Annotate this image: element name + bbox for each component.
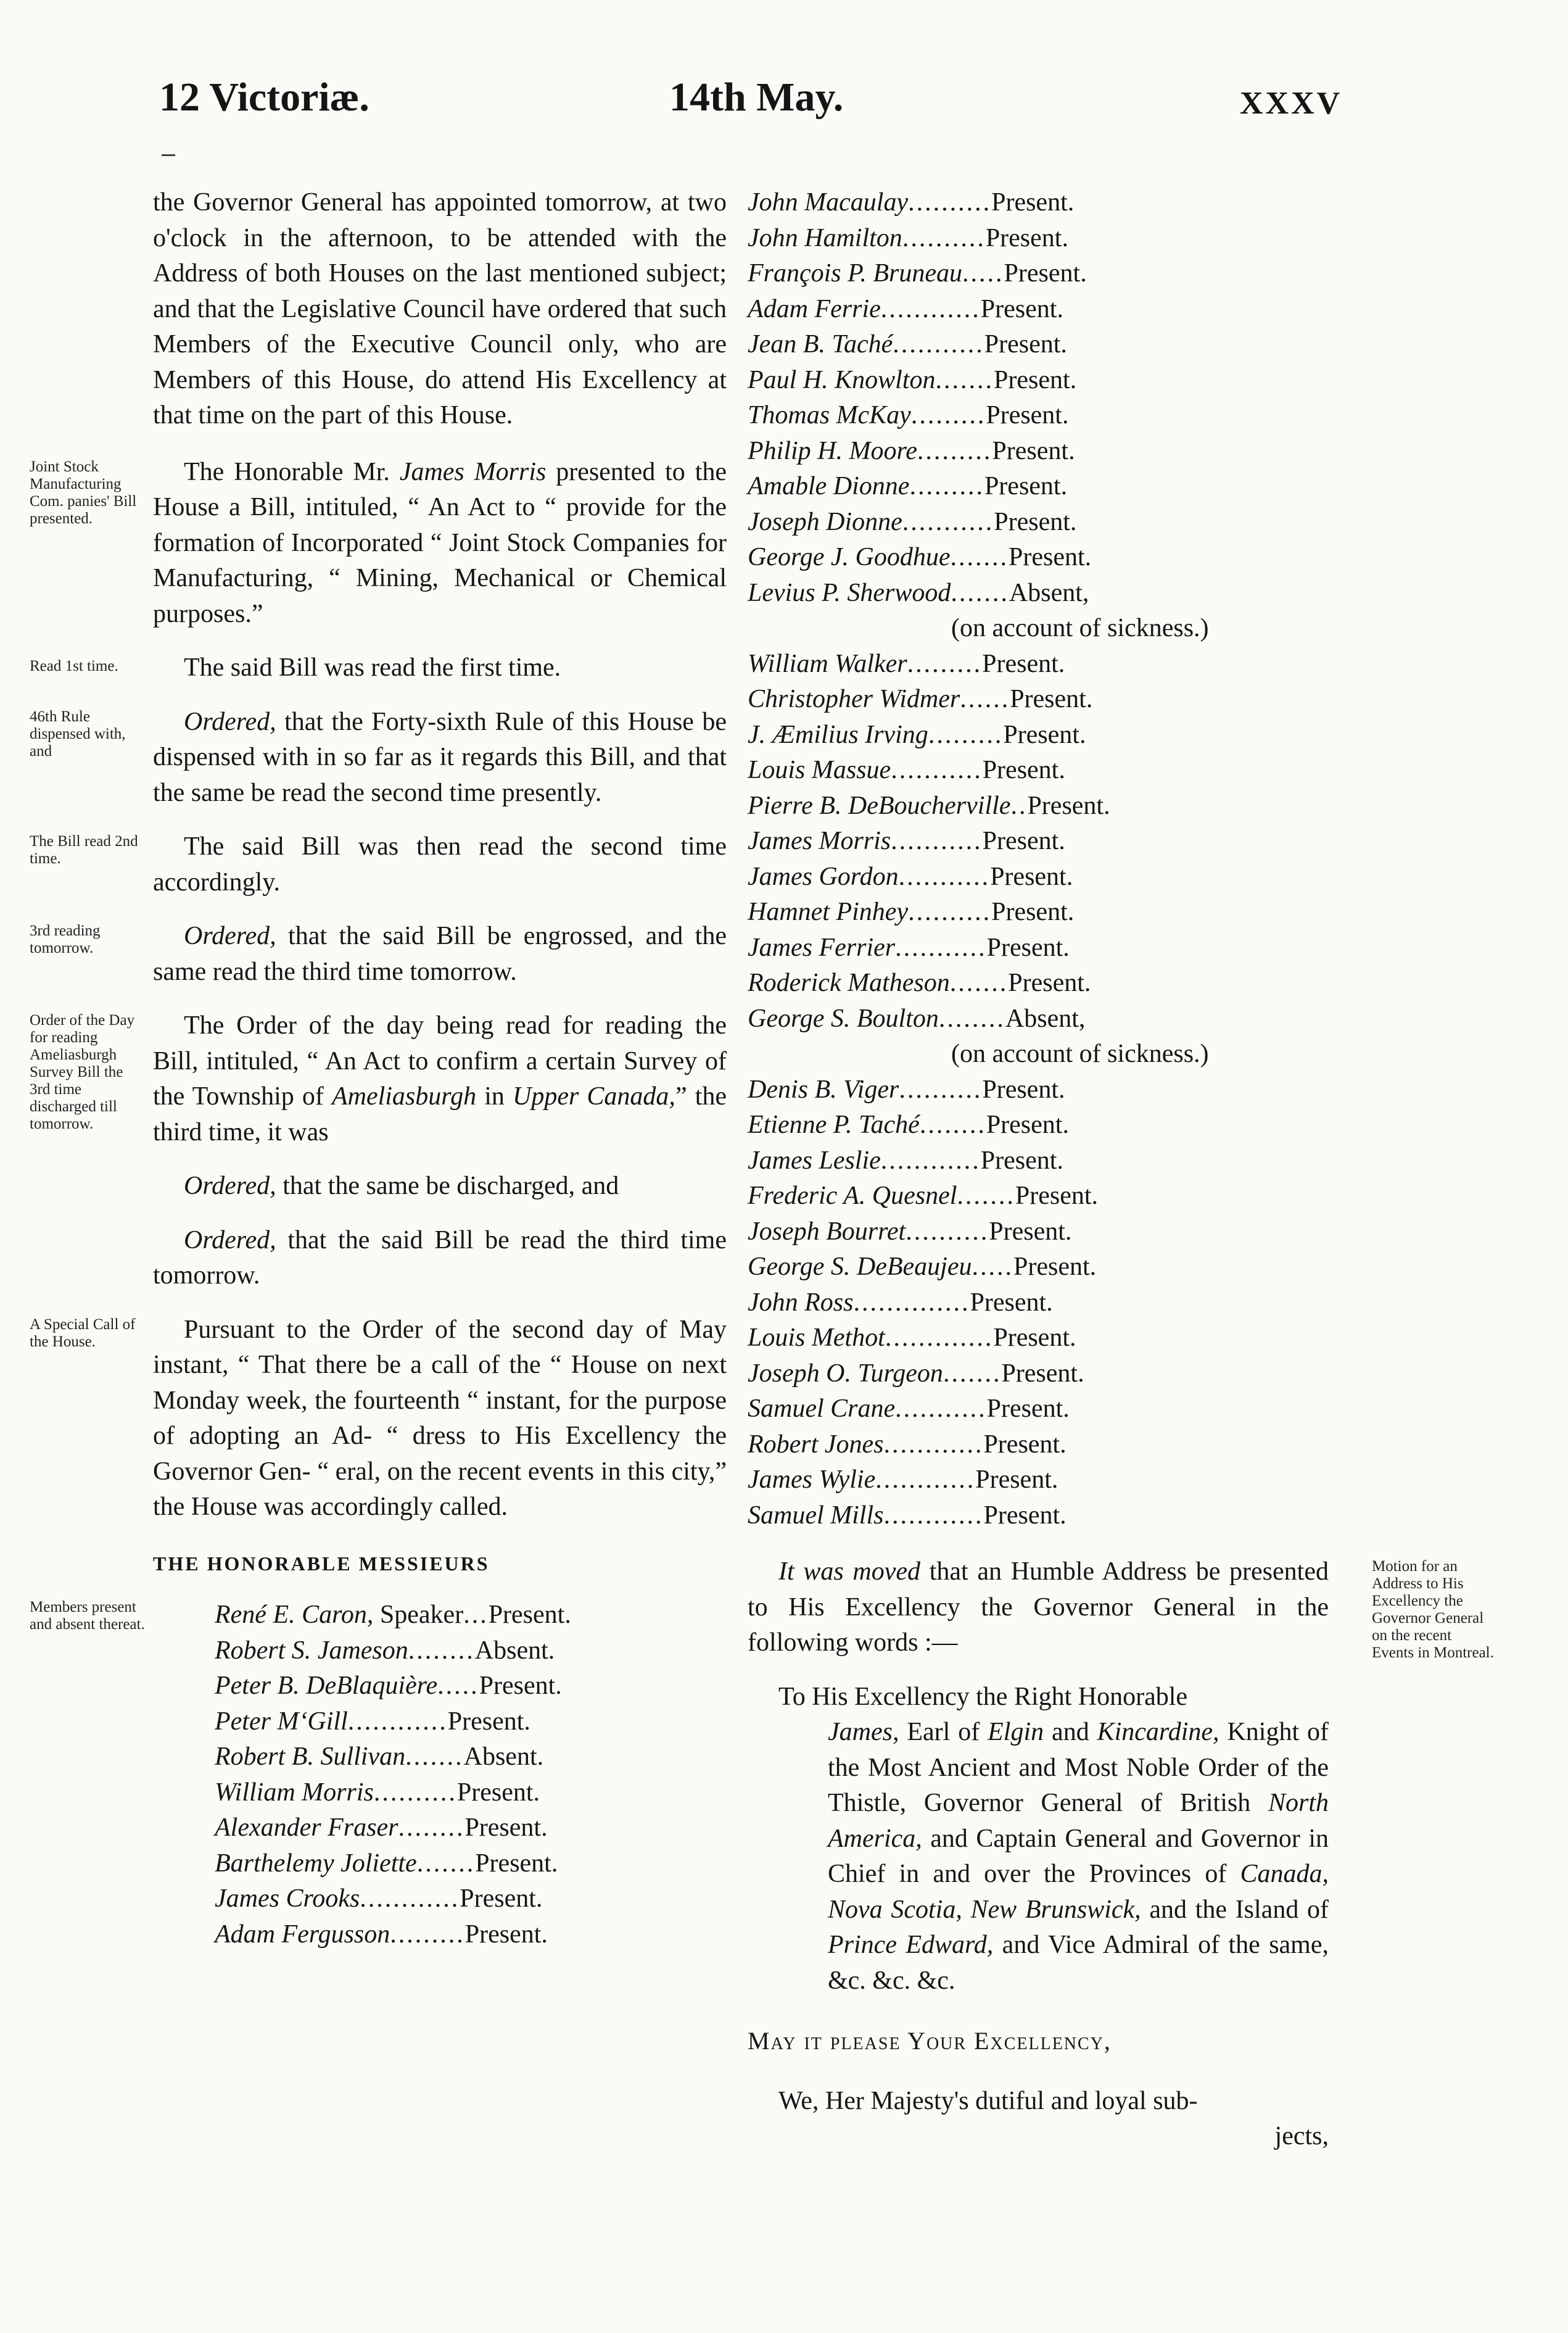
member-entry: Peter B. DeBlaquière.....Present. xyxy=(215,1672,562,1700)
closing-catchword: jects, xyxy=(1274,2122,1329,2150)
paragraph: The said Bill was read the first time. xyxy=(184,653,561,682)
member-entry: Frederic A. Quesnel.......Present. xyxy=(748,1182,1099,1210)
paragraph: The Honorable Mr. James Morris presented to the House a Bill, intituled, “ An Act to “ provide for the formation of Incorporated “ Joint Stock Companies for Manufacturing, “ Mining, Mechanical or Chemical purposes.” xyxy=(153,457,727,628)
member-entry: James Crooks............Present. xyxy=(215,1884,543,1913)
margin-note: 46th Rule dispensed with, and xyxy=(30,708,126,760)
absence-reason: (on account of sickness.) xyxy=(951,614,1209,642)
margin-note: A Special Call of the House. xyxy=(30,1316,136,1350)
section-motion xyxy=(748,1554,1494,1661)
closing-paragraph: We, Her Majesty's dutiful and loyal sub- xyxy=(778,2086,1198,2115)
right-column xyxy=(748,185,1494,2155)
member-entry: Hamnet Pinhey..........Present. xyxy=(748,898,1075,926)
member-entry: John Hamilton..........Present. xyxy=(748,223,1068,252)
paragraph: Ordered, that the Forty-sixth Rule of this House be dispensed with in so far as it regards this Bill, and that the same be read the second time presently. xyxy=(153,707,727,807)
member-entry: J. Æmilius Irving.........Present. xyxy=(748,720,1086,749)
paragraph: The said Bill was then read the second time accordingly. xyxy=(153,832,727,897)
paragraph: Ordered, that the same be discharged, and xyxy=(184,1172,619,1200)
paragraph: It was moved that an Humble Address be presented to His Excellency the Governor General in the following words :— xyxy=(748,1557,1329,1657)
member-entry: Paul H. Knowlton.......Present. xyxy=(748,365,1077,394)
member-entry: James Morris...........Present. xyxy=(748,827,1065,855)
paragraph: The Order of the day being read for reading the Bill, intituled, “ An Act to confirm a certain Survey of the Township of Ameliasburgh in Upper Canada,” the third time, it was xyxy=(153,1011,727,1146)
salutation: May it please Your Excellency, xyxy=(748,2027,1112,2055)
member-entry: William Walker.........Present. xyxy=(748,649,1065,678)
member-entry: Samuel Mills............Present. xyxy=(748,1501,1067,1530)
margin-note: 3rd reading tomorrow. xyxy=(30,922,101,956)
section-third-reading xyxy=(30,919,727,990)
margin-note: The Bill read 2nd time. xyxy=(30,833,138,867)
section-read-third-time xyxy=(153,1223,727,1294)
member-entry: Etienne P. Taché........Present. xyxy=(748,1111,1069,1139)
margin-note: Joint Stock Manufacturing Com. panies' Bill presented. xyxy=(30,458,137,527)
member-entry: John Ross..............Present. xyxy=(748,1288,1053,1317)
member-entry: François P. Bruneau.....Present. xyxy=(748,259,1087,288)
paragraph: Pursuant to the Order of the second day of May instant, “ That there be a call of the “ House on next Monday week, the fourteenth “ instant, for the purpose of adopting an Ad- “ dress to His Excellency the Governor Gen- “ eral, on the recent events in this city,” the House was accordingly called. xyxy=(153,1315,727,1521)
member-entry: Joseph Dionne...........Present. xyxy=(748,507,1077,536)
left-column xyxy=(30,185,727,1952)
member-entry: Samuel Crane...........Present. xyxy=(748,1394,1070,1423)
member-entry: Denis B. Viger..........Present. xyxy=(748,1075,1065,1104)
member-entry: Louis Methot.............Present. xyxy=(748,1324,1076,1352)
member-entry: Alexander Fraser........Present. xyxy=(215,1813,548,1842)
continuation-paragraph: the Governor General has appointed tomorrow, at two o'clock in the afternoon, to be attended with the Address of both Houses on the last mentioned subject; and that the Legislative Council have ordered that such Members of the Executive Council only, who are Members of this House, do attend His Excellency at that time on the part of this House. xyxy=(153,188,727,429)
member-entry: Joseph O. Turgeon.......Present. xyxy=(748,1359,1084,1388)
member-entry: Adam Fergusson.........Present. xyxy=(215,1920,548,1949)
member-entry: Robert B. Sullivan.......Absent. xyxy=(215,1742,544,1771)
member-entry: Joseph Bourret..........Present. xyxy=(748,1217,1072,1246)
member-entry: George S. Boulton........Absent, (on account of sickness.) xyxy=(748,1001,1329,1072)
member-entry: James Gordon...........Present. xyxy=(748,862,1073,891)
member-entry: Louis Massue...........Present. xyxy=(748,756,1065,784)
paragraph: Ordered, that the said Bill be engrossed, and the same read the third time tomorrow. xyxy=(153,922,727,986)
member-entry: James Leslie............Present. xyxy=(748,1146,1063,1175)
member-entry: Peter M‘Gill............Present. xyxy=(215,1707,530,1736)
member-roll-right xyxy=(748,185,1329,1533)
running-head-date: 14th May. xyxy=(669,75,844,120)
member-entry: James Ferrier...........Present. xyxy=(748,933,1070,962)
member-entry: Adam Ferrie............Present. xyxy=(748,294,1063,323)
member-entry: Amable Dionne.........Present. xyxy=(748,472,1068,500)
member-entry: William Morris..........Present. xyxy=(215,1778,540,1807)
member-entry: Thomas McKay.........Present. xyxy=(748,401,1069,429)
paragraph: Ordered, that the said Bill be read the third time tomorrow. xyxy=(153,1225,727,1290)
member-entry: René E. Caron, Speaker...Present. xyxy=(215,1601,571,1629)
roll-left-section xyxy=(30,1597,727,1952)
member-entry: Levius P. Sherwood.......Absent, (on account of sickness.) xyxy=(748,576,1329,647)
section-bill-presented xyxy=(30,455,727,632)
member-entry: George J. Goodhue.......Present. xyxy=(748,543,1092,571)
margin-note: Members present and absent thereat. xyxy=(30,1599,145,1633)
section-special-call xyxy=(30,1312,727,1525)
running-head-session: 12 Victoriæ. xyxy=(159,75,369,120)
member-roll-left xyxy=(153,1597,727,1952)
margin-note: Motion for an Address to His Excellency the Governor General on the recent Events in Montreal. xyxy=(1372,1558,1494,1661)
header-rule xyxy=(162,154,175,156)
member-entry: George S. DeBeaujeu.....Present. xyxy=(748,1253,1097,1281)
page-number: XXXV xyxy=(1240,86,1343,121)
member-entry: Roderick Matheson.......Present. xyxy=(748,969,1091,997)
member-entry: Pierre B. DeBoucherville..Present. xyxy=(748,791,1110,820)
member-entry: Robert S. Jameson........Absent. xyxy=(215,1636,555,1665)
section-second-reading xyxy=(30,829,727,900)
member-entry: Barthelemy Joliette.......Present. xyxy=(215,1849,558,1878)
section-first-reading xyxy=(30,650,727,686)
section-discharged xyxy=(153,1169,727,1204)
address-block xyxy=(748,1680,1329,1999)
address-recipient: To His Excellency the Right Honorable James, Earl of Elgin and Kincardine, Knight of the Most Ancient and Most Noble Order of the Thistle, Governor General of British North America, and Captain General and Governor in Chief in and over the Provinces of Canada, Nova Scotia, New Brunswick, and the Island of Prince Edward, and Vice Admiral of the same, &c. &c. &c. xyxy=(778,1682,1329,1995)
member-entry: Jean B. Taché...........Present. xyxy=(748,330,1067,358)
member-entry: John Macaulay..........Present. xyxy=(748,188,1075,217)
member-entry: James Wylie............Present. xyxy=(748,1465,1058,1494)
margin-note: Read 1st time. xyxy=(30,658,118,674)
member-entry: Robert Jones............Present. xyxy=(748,1430,1067,1459)
roll-heading: THE HONORABLE MESSIEURS xyxy=(153,1552,490,1575)
section-order-of-day xyxy=(30,1008,727,1150)
section-rule-dispensed xyxy=(30,705,727,811)
member-entry: Philip H. Moore.........Present. xyxy=(748,436,1075,465)
absence-reason: (on account of sickness.) xyxy=(951,1040,1209,1068)
margin-note: Order of the Day for reading Ameliasburgh Survey Bill the 3rd time discharged till tomorrow. xyxy=(30,1012,135,1132)
member-entry: Christopher Widmer......Present. xyxy=(748,685,1093,713)
